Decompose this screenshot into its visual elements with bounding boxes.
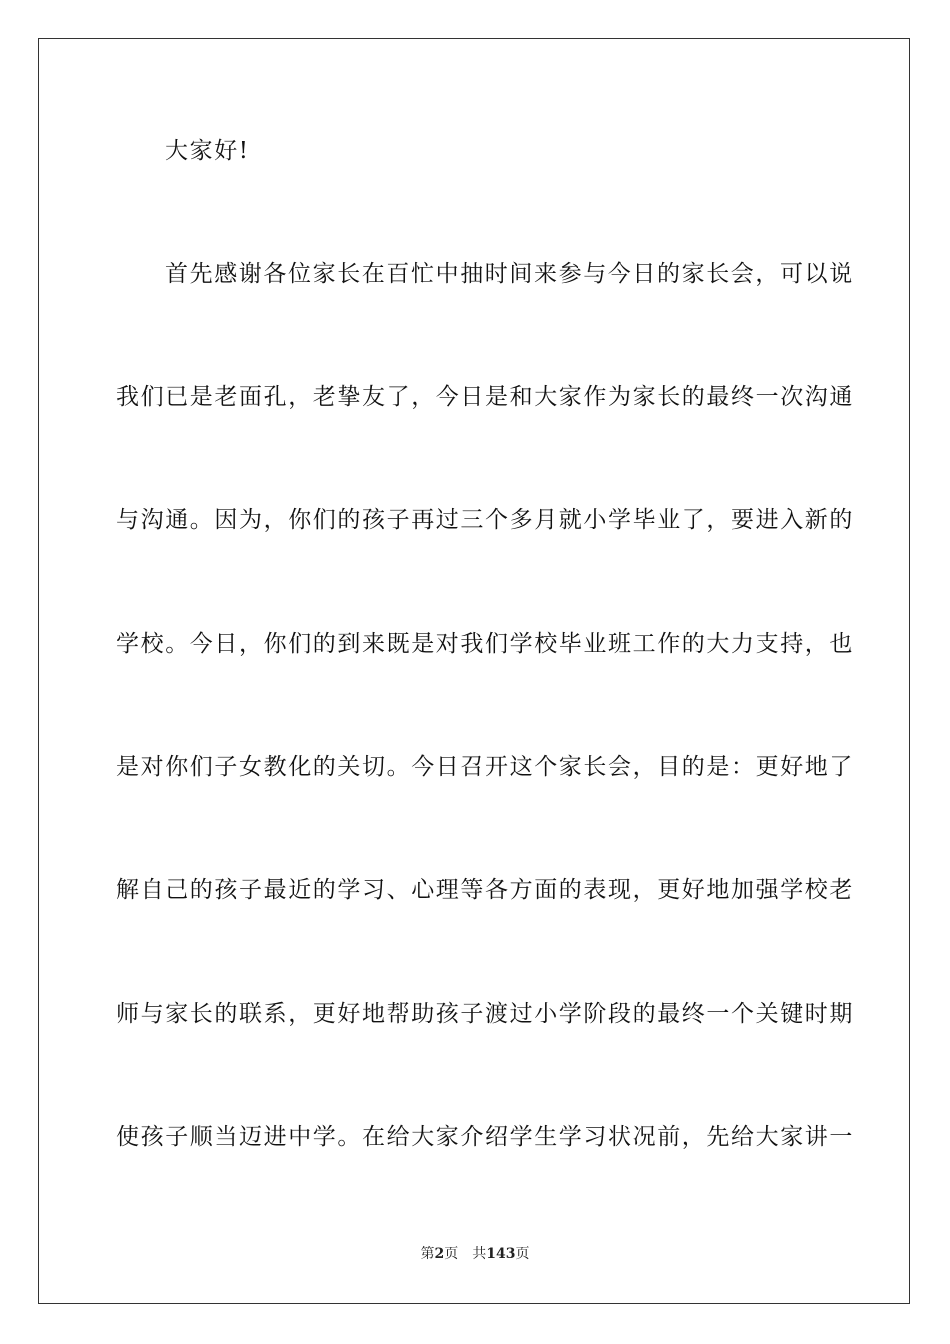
page-number: 2: [434, 1246, 445, 1262]
paragraph-line-4: 学校。今日，你们的到来既是对我们学校毕业班工作的大力支持，也: [116, 631, 854, 657]
total-pages: 143: [486, 1246, 516, 1262]
page-footer: [0, 1244, 950, 1264]
paragraph-line-2: 我们已是老面孔，老挚友了，今日是和大家作为家长的最终一次沟通: [116, 384, 854, 410]
page-suffix: 页: [444, 1246, 459, 1262]
paragraph-line-6: 解自己的孩子最近的学习、心理等各方面的表现，更好地加强学校老: [116, 877, 854, 903]
paragraph-line-7: 师与家长的联系，更好地帮助孩子渡过小学阶段的最终一个关键时期: [116, 1001, 854, 1027]
greeting-line: 大家好!: [165, 138, 250, 164]
paragraph-line-3: 与沟通。因为，你们的孩子再过三个多月就小学毕业了，要进入新的: [116, 507, 854, 533]
page-prefix: 第: [420, 1246, 435, 1262]
page-border: [38, 38, 910, 1304]
paragraph-line-8: 使孩子顺当迈进中学。在给大家介绍学生学习状况前，先给大家讲一: [116, 1124, 854, 1150]
paragraph-line-1: 首先感谢各位家长在百忙中抽时间来参与今日的家长会，可以说: [165, 261, 854, 287]
total-suffix: 页: [515, 1246, 530, 1262]
total-prefix: 共: [472, 1246, 487, 1262]
paragraph-line-5: 是对你们子女教化的关切。今日召开这个家长会，目的是：更好地了: [116, 754, 854, 780]
